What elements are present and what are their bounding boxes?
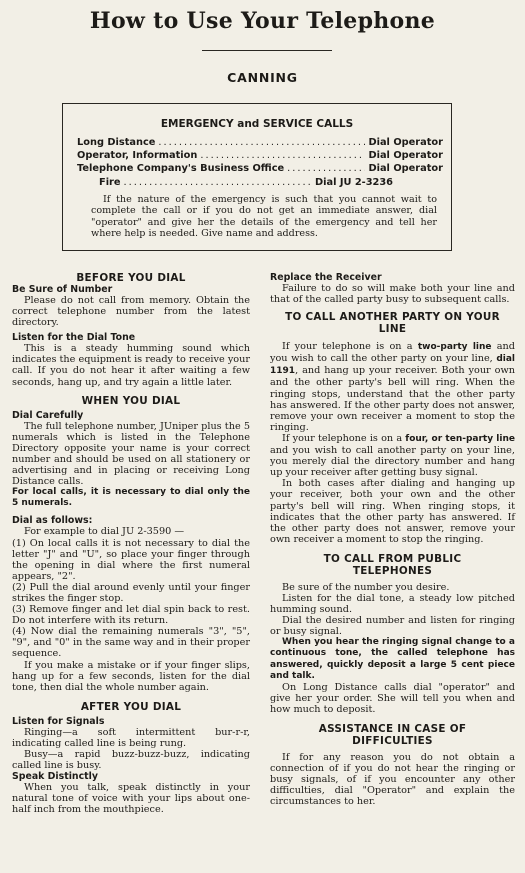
public-deposit-note: When you hear the ringing signal change to a continuous tone, the called telephone has answered, quickly deposit a large 5 cent piece and talk. bbox=[270, 637, 515, 681]
public-step-3: Dial the desired number and listen for ringing or busy signal. bbox=[270, 615, 515, 638]
before-dial-heading: BEFORE YOU DIAL bbox=[76, 272, 186, 284]
emergency-row-operator bbox=[77, 150, 443, 161]
when-dial-heading: WHEN YOU DIAL bbox=[81, 394, 181, 407]
dial-carefully-heading: Dial Carefully bbox=[12, 409, 84, 421]
another-party-heading: TO CALL ANOTHER PARTY ON YOUR LINE bbox=[285, 311, 500, 336]
page-title: How to Use Your Telephone bbox=[89, 8, 436, 34]
public-long-distance: On Long Distance calls dial "operator" and give her your order. She will tell you when and how much to deposit. bbox=[270, 681, 515, 715]
mistake-text: If you make a mistake or if your finger slips, hang up for a few seconds, listen for the dial tone, then dial the whole number again. bbox=[12, 659, 250, 693]
emergency-row-fire bbox=[99, 177, 393, 188]
text-run-bold: two-party line bbox=[417, 342, 492, 353]
speak-heading: Speak Distinctly bbox=[12, 771, 98, 783]
dial-step-2: (2) Pull the dial around evenly until your finger strikes the finger stop. bbox=[12, 581, 250, 604]
text-run: and you wish to call the other party on your line, bbox=[270, 341, 516, 365]
title-rule bbox=[202, 50, 332, 51]
dial-step-3: (3) Remove finger and let dial spin back to rest. Do not interfere with its return. bbox=[12, 604, 250, 627]
left-column bbox=[12, 272, 250, 815]
row-value: Dial Operator bbox=[368, 163, 443, 174]
town-name: CANNING bbox=[227, 70, 298, 85]
assistance-text: If for any reason you do not obtain a connection of if you do not hear the ringing or busy signals, of if you encounter any other difficulties, dial "Operator" and explain the circumstances to her. bbox=[270, 752, 515, 808]
four-party-text bbox=[270, 433, 515, 478]
text-run: If your telephone is on a bbox=[282, 341, 418, 353]
emergency-box bbox=[62, 103, 452, 251]
two-party-text bbox=[270, 341, 515, 433]
dial-carefully-text: The full telephone number, JUniper plus the 5 numerals which is listed in the Telephone Directory opposite your name is your correct number and should be used on all stationery or advertising and in placing or receiving Long Distance calls. bbox=[12, 420, 250, 488]
public-step-1: Be sure of the number you desire. bbox=[282, 581, 450, 593]
busy-text: Busy—a rapid buzz-buzz-buzz, indicating called line is busy. bbox=[12, 749, 250, 772]
text-run: If your telephone is on a bbox=[282, 432, 406, 444]
speak-text: When you talk, speak distinctly in your natural tone of voice with your lips about one-half inch from the mouthpiece. bbox=[12, 782, 250, 816]
replace-receiver-text: Failure to do so will make both your line and that of the called party busy to subsequent calls. bbox=[270, 283, 515, 306]
row-label: Operator, Information bbox=[77, 150, 198, 161]
text-run: and you wish to call another party on your line, you merely dial the directory number and hang up your receiver after getting busy signal. bbox=[270, 445, 515, 479]
row-value: Dial Operator bbox=[368, 137, 443, 148]
row-label: Telephone Company's Business Office bbox=[77, 163, 285, 174]
dial-tone-text: This is a steady humming sound which indicates the equipment is ready to receive your call. If you do not hear it after waiting a few seconds, hang up, and try again a little later. bbox=[12, 343, 250, 388]
emergency-note: If the nature of the emergency is such that you cannot wait to complete the call or if you do not get an immediate answer, dial "operator" and give her the details of the emergency and tell her where help is needed. Give name and address. bbox=[91, 194, 437, 240]
row-label: Long Distance bbox=[77, 137, 156, 148]
replace-receiver-heading: Replace the Receiver bbox=[270, 272, 382, 283]
text-run: , and hang up your receiver. Both your own and the other party's bell will ring. When the ringing stops, understand that the other party has answered. If the other party does not answer, remove your own receiver a moment to stop the ringing. bbox=[270, 365, 515, 433]
be-sure-heading: Be Sure of Number bbox=[12, 284, 113, 295]
leader-dots bbox=[124, 177, 312, 188]
row-label: Fire bbox=[99, 177, 121, 188]
both-cases-text: In both cases after dialing and hanging up your receiver, both your own and the other party's bell will ring. When ringing stops, it indicates that the other party has answered. If the other party does not answer, remove your own receiver a moment to stop the ringing. bbox=[270, 478, 515, 545]
text-run-bold: four, or ten-party line bbox=[405, 433, 515, 444]
ringing-text: Ringing—a soft intermittent bur-r-r, indicating called line is being rung. bbox=[12, 726, 250, 749]
dial-step-1: (1) On local calls it is not necessary to dial the letter "J" and "U", so place your finger through the opening in dial where the first numeral appears, "2". bbox=[12, 537, 250, 582]
leader-dots bbox=[200, 150, 365, 161]
local-calls-note: For local calls, it is necessary to dial only the 5 numerals. bbox=[12, 487, 250, 509]
be-sure-text: Please do not call from memory. Obtain the correct telephone number from the latest directory. bbox=[12, 295, 250, 329]
dial-example: For example to dial JU 2-3590 — bbox=[24, 526, 185, 538]
public-step-2: Listen for the dial tone, a steady low pitched humming sound. bbox=[270, 592, 515, 616]
dial-as-follows-heading: Dial as follows: bbox=[12, 515, 93, 527]
right-column bbox=[270, 272, 515, 807]
text-run-bold: dial 1191 bbox=[270, 354, 515, 377]
assistance-heading: ASSISTANCE IN CASE OF DIFFICULTIES bbox=[318, 723, 467, 747]
dial-tone-heading: Listen for the Dial Tone bbox=[12, 332, 136, 344]
public-phones-heading: TO CALL FROM PUBLIC TELEPHONES bbox=[323, 552, 462, 577]
dial-step-4: (4) Now dial the remaining numerals "3", "5", "9", and "0" in the same way and in their proper sequence. bbox=[12, 626, 250, 660]
leader-dots bbox=[287, 163, 365, 174]
emergency-row-long-distance bbox=[77, 137, 443, 148]
leader-dots bbox=[158, 137, 365, 148]
emergency-row-business-office bbox=[77, 163, 443, 174]
signals-heading: Listen for Signals bbox=[12, 715, 105, 727]
emergency-title: EMERGENCY and SERVICE CALLS bbox=[160, 118, 354, 130]
after-dial-heading: AFTER YOU DIAL bbox=[80, 700, 182, 713]
row-value: Dial Operator bbox=[368, 150, 443, 161]
row-value: Dial JU 2-3236 bbox=[314, 177, 393, 188]
